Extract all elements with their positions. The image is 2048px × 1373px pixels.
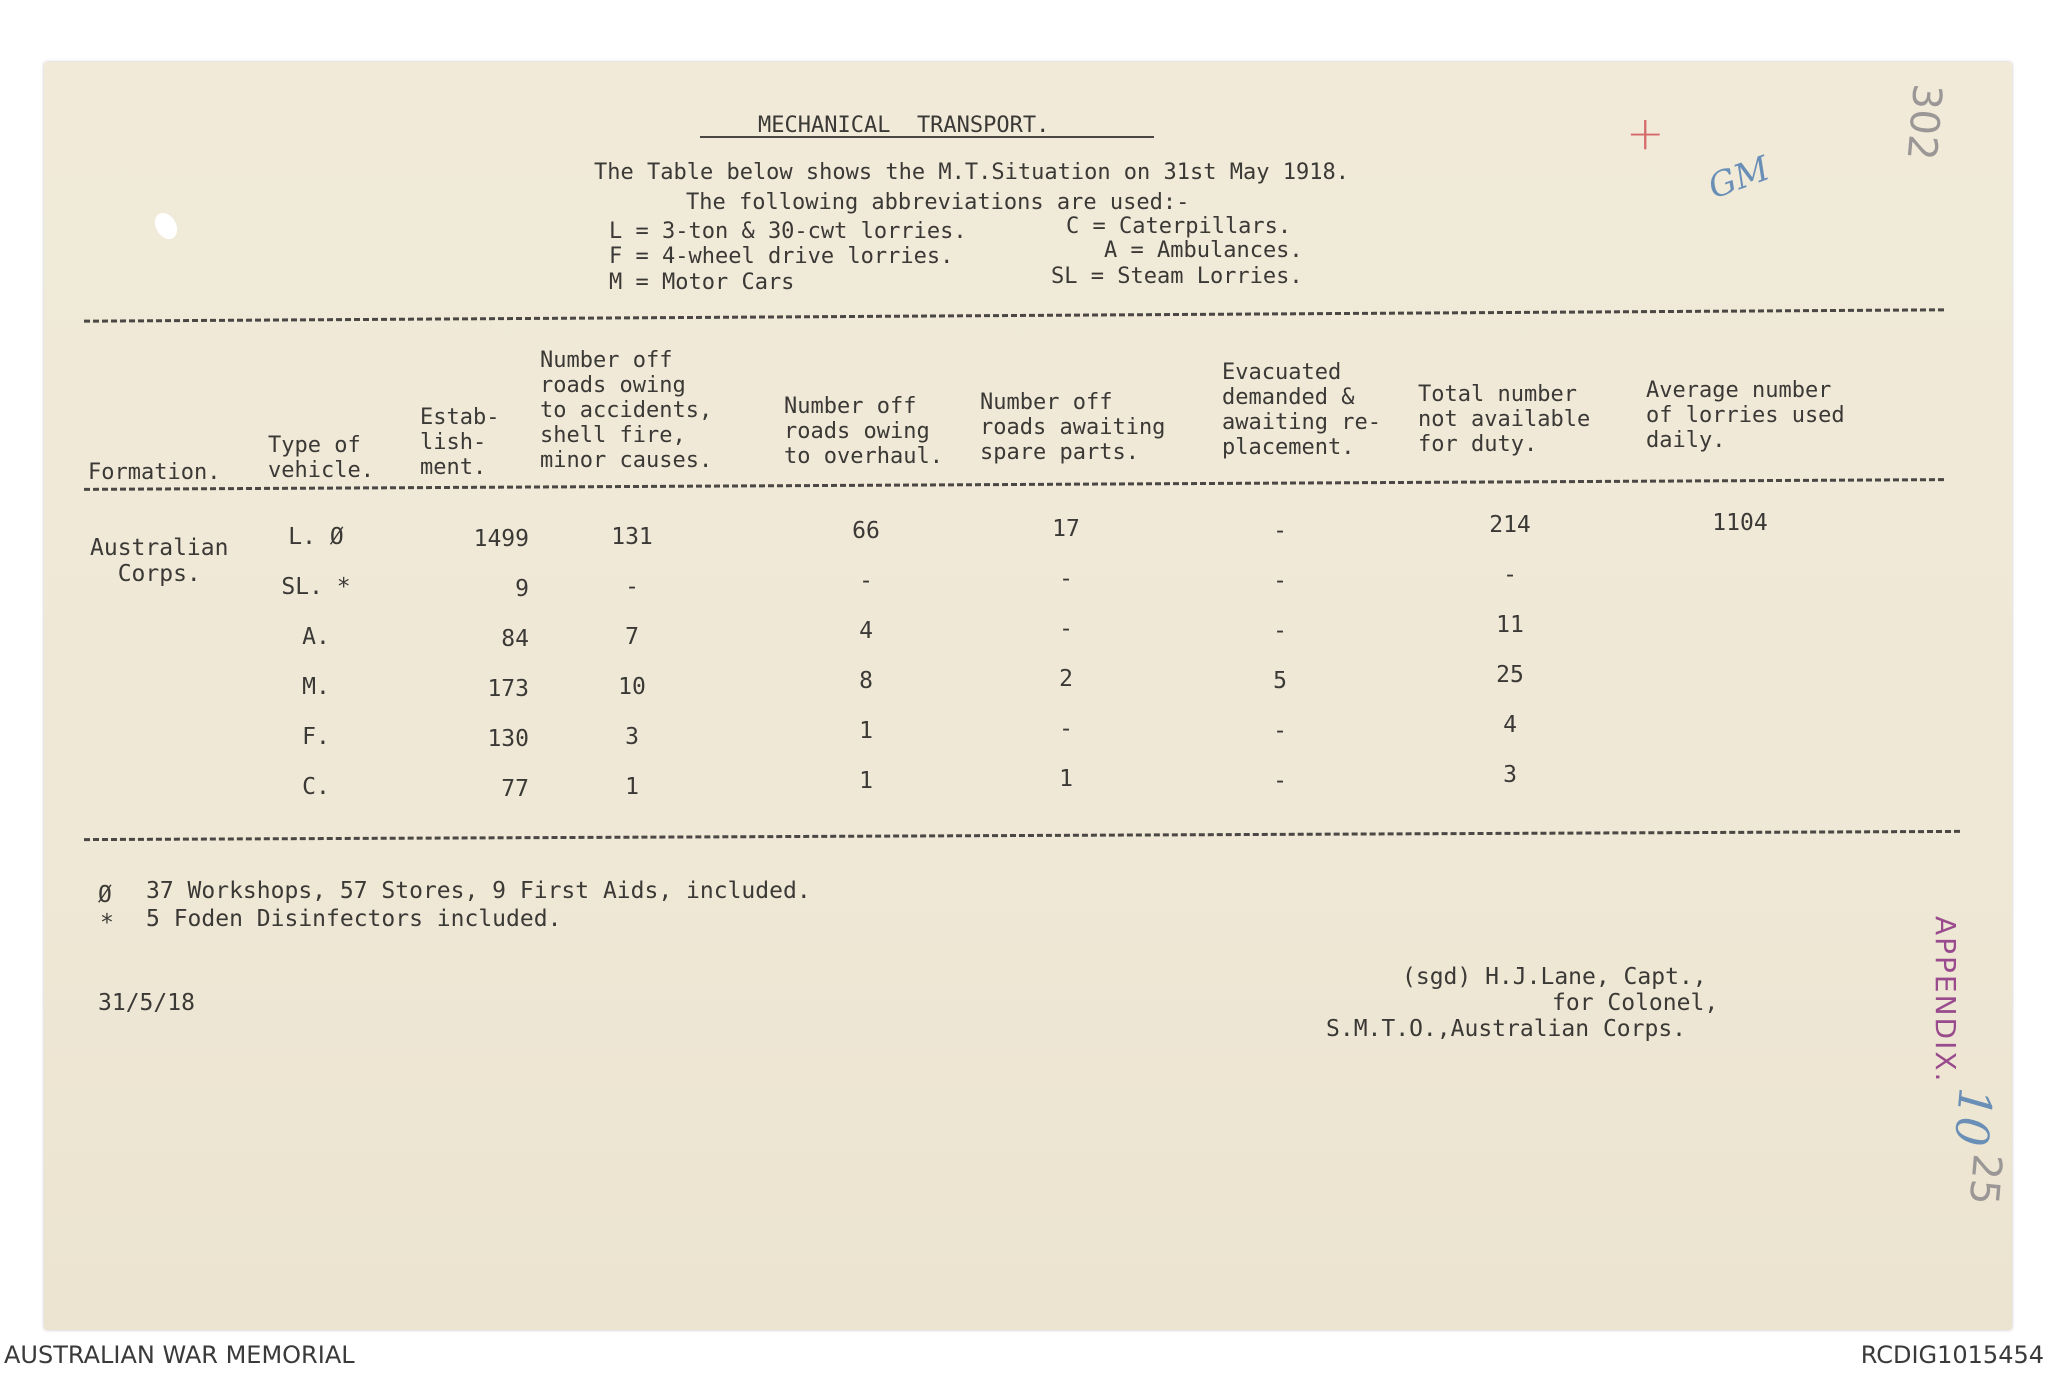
cell-estab: 130 (487, 726, 529, 752)
cell-accidents: 7 (625, 624, 639, 650)
signature-line-2: for Colonel, (1552, 990, 1719, 1016)
note-2-symbol: * (100, 910, 114, 936)
header-estab: Estab- lish- ment. (420, 405, 500, 480)
cell-average: 1104 (1712, 510, 1768, 536)
header-type: Type of vehicle. (268, 433, 374, 483)
cell-estab: 173 (487, 676, 529, 702)
header-accidents: Number off roads owing to accidents, shell fire, minor causes. (540, 348, 713, 473)
header-average: Average number of lorries used daily. (1646, 378, 1845, 453)
punch-hole (150, 209, 181, 243)
abbrev-sl: SL = Steam Lorries. (1051, 264, 1303, 289)
cell-evacuated: - (1273, 618, 1287, 644)
cell-accidents: 3 (625, 724, 639, 750)
note-1-symbol: Ø (98, 882, 112, 908)
abbrev-f: F = 4-wheel drive lorries. (609, 244, 954, 269)
cell-overhaul: 4 (859, 618, 873, 644)
note-1-text: 37 Workshops, 57 Stores, 9 First Aids, included. (146, 878, 811, 904)
handwritten-initials: GM (1703, 148, 1775, 208)
header-total: Total number not available for duty. (1418, 382, 1591, 457)
formation-name: Australian Corps. (90, 535, 229, 587)
cell-type: A. (302, 624, 330, 650)
folio-number-bottom: 25 (1959, 1151, 2010, 1207)
cell-estab: 1499 (473, 526, 529, 552)
red-cross-mark: + (1626, 106, 1665, 160)
cell-accidents: - (625, 574, 639, 600)
cell-overhaul: 8 (859, 668, 873, 694)
cell-evacuated: - (1273, 718, 1287, 744)
footer-id: RCDIG1015454 (1860, 1341, 2044, 1369)
cell-spare: 2 (1059, 666, 1073, 692)
cell-total: - (1503, 562, 1517, 588)
header-spare: Number off roads awaiting spare parts. (980, 390, 1166, 465)
cell-spare: 17 (1052, 516, 1080, 542)
cell-type: M. (302, 674, 330, 700)
abbrev-a: A = Ambulances. (1104, 238, 1303, 263)
cell-accidents: 10 (618, 674, 646, 700)
footer-source: AUSTRALIAN WAR MEMORIAL (4, 1341, 355, 1369)
cell-overhaul: 1 (859, 718, 873, 744)
page-title: MECHANICAL TRANSPORT. (758, 113, 1050, 138)
cell-spare: - (1059, 716, 1073, 742)
cell-estab: 84 (501, 626, 529, 652)
abbrev-m: M = Motor Cars (609, 270, 795, 295)
cell-spare: 1 (1059, 766, 1073, 792)
cell-type: SL. * (281, 574, 351, 600)
cell-type: C. (302, 774, 330, 800)
cell-overhaul: - (859, 568, 873, 594)
cell-type: L. Ø (288, 524, 344, 550)
cell-estab: 77 (501, 776, 529, 802)
cell-total: 4 (1503, 712, 1517, 738)
cell-total: 214 (1489, 512, 1531, 538)
intro-line-1: The Table below shows the M.T.Situation on 31st May 1918. (594, 160, 1349, 185)
cell-evacuated: - (1273, 518, 1287, 544)
cell-total: 3 (1503, 762, 1517, 788)
cell-total: 25 (1496, 662, 1524, 688)
signature-line-3: S.M.T.O.,Australian Corps. (1326, 1016, 1687, 1042)
cell-accidents: 131 (611, 524, 653, 550)
intro-line-2: The following abbreviations are used:- (686, 190, 1190, 215)
cell-overhaul: 66 (852, 518, 880, 544)
cell-spare: - (1059, 616, 1073, 642)
appendix-stamp: APPENDIX. (1929, 916, 1962, 1084)
abbrev-l: L = 3-ton & 30-cwt lorries. (609, 219, 967, 244)
cell-evacuated: 5 (1273, 668, 1287, 694)
header-formation: Formation. (88, 460, 221, 485)
header-evacuated: Evacuated demanded & awaiting re- placement. (1222, 360, 1381, 460)
note-2-text: 5 Foden Disinfectors included. (146, 906, 562, 932)
appendix-number: 10 (1943, 1085, 2003, 1149)
cell-estab: 9 (515, 576, 529, 602)
cell-evacuated: - (1273, 768, 1287, 794)
cell-overhaul: 1 (859, 768, 873, 794)
cell-evacuated: - (1273, 568, 1287, 594)
title-underline (700, 136, 1154, 138)
cell-spare: - (1059, 566, 1073, 592)
folio-number-top: 302 (1897, 81, 1950, 163)
abbrev-c: C = Caterpillars. (1066, 214, 1292, 239)
signature-line-1: (sgd) H.J.Lane, Capt., (1402, 964, 1707, 990)
header-overhaul: Number off roads owing to overhaul. (784, 394, 943, 469)
document-date: 31/5/18 (98, 990, 195, 1016)
cell-type: F. (302, 724, 330, 750)
cell-accidents: 1 (625, 774, 639, 800)
cell-total: 11 (1496, 612, 1524, 638)
